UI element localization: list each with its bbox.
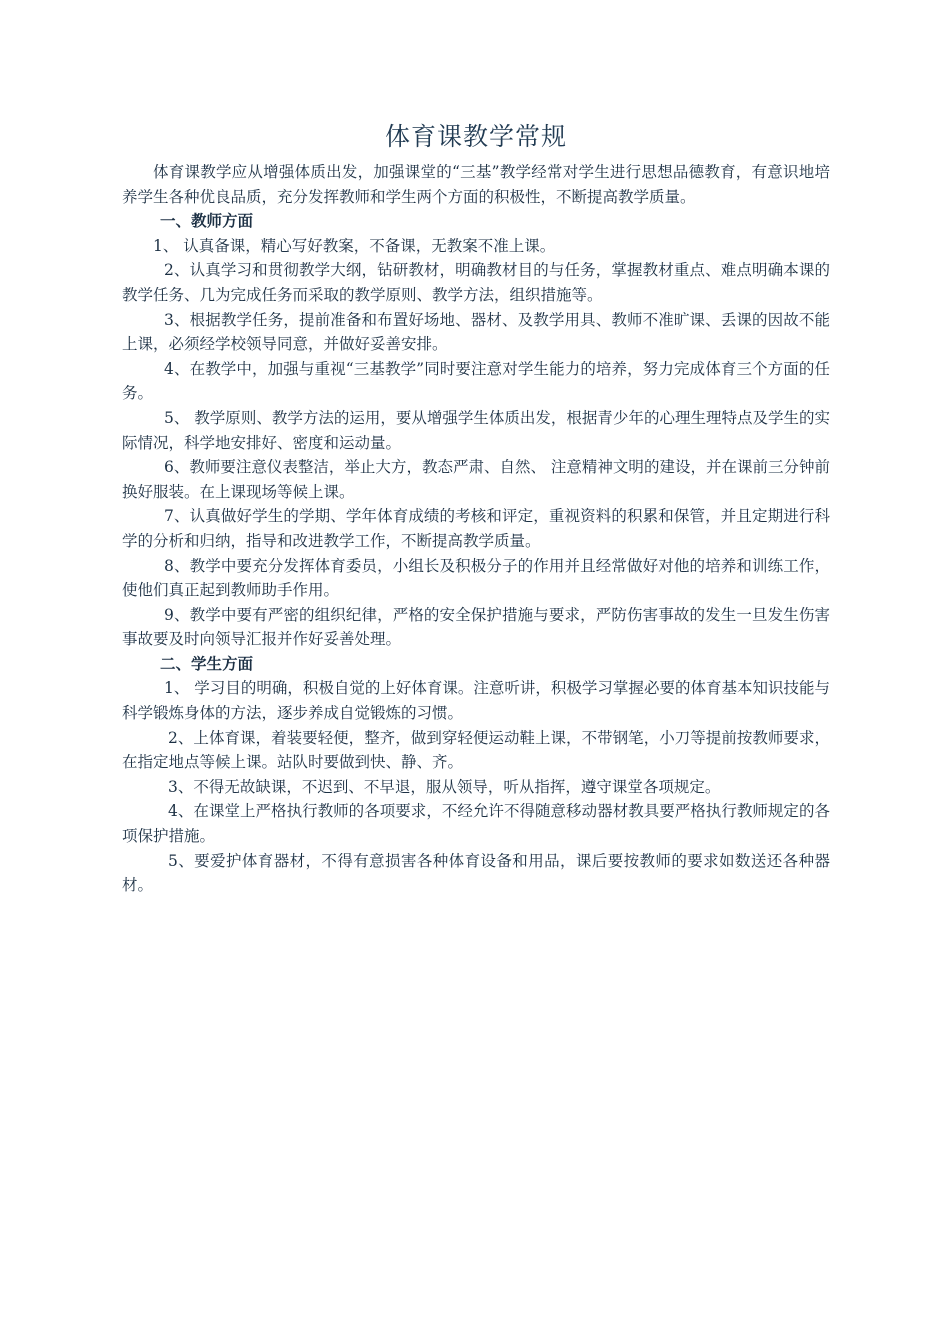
- student-item-2: 2、上体育课，着装要轻便，整齐，做到穿轻便运动鞋上课，不带钢笔，小刀等提前按教师要求，在指定地点等候上课。站队时要做到快、静、齐。: [122, 728, 830, 772]
- student-item-5: 5、要爱护体育器材，不得有意损害各种体育设备和用品，课后要按教师的要求如数送还各种器材。: [122, 851, 830, 895]
- teacher-item-2: 2、认真学习和贯彻教学大纲，钻研教材，明确教材目的与任务，掌握教材重点、难点明确本课的教学任务、几为完成任务而采取的教学原则、教学方法，组织措施等。: [122, 261, 830, 304]
- student-item-1: 1、 学习目的明确，积极自觉的上好体育课。注意听讲，积极学习掌握必要的体育基本知识技能与科学锻炼身体的方法，逐步养成自觉锻炼的习惯。: [122, 679, 830, 723]
- teacher-item-4: 4、在教学中，加强与重视“三基教学”同时要注意对学生能力的培养，努力完成体育三个方面的任务。: [122, 359, 830, 403]
- teacher-item-1: 1、 认真备课，精心写好教案，不备课，无教案不准上课。: [153, 236, 556, 255]
- section-heading-students: 二、学生方面: [160, 654, 254, 673]
- teacher-item-3: 3、根据教学任务，提前准备和布置好场地、器材、及教学用具、教师不准旷课、丢课的因故不能上课，必须经学校领导同意，并做好妥善安排。: [122, 310, 830, 354]
- teacher-item-6: 6、教师要注意仪表整洁，举止大方，教态严肃、自然、 注意精神文明的建设，并在课前三分钟前换好服装。在上课现场等候上课。: [122, 458, 830, 501]
- student-item-3: 3、不得无故缺课，不迟到、不早退，服从领导，听从指挥，遵守课堂各项规定。: [168, 777, 721, 796]
- document-title: 体育课教学常规: [384, 122, 567, 151]
- intro-paragraph: 体育课教学应从增强体质出发，加强课堂的“三基”教学经常对学生进行思想品德教育，有意识地培养学生各种优良品质，充分发挥教师和学生两个方面的积极性，不断提高教学质量。: [122, 163, 830, 206]
- teacher-item-8: 8、教学中要充分发挥体育委员，小组长及积极分子的作用并且经常做好对他的培养和训练工作，使他们真正起到教师助手作用。: [122, 556, 830, 600]
- document-page: [122, 118, 830, 898]
- teacher-item-9: 9、教学中要有严密的组织纪律，严格的安全保护措施与要求，严防伤害事故的发生一旦发生伤害事故要及时向领导汇报并作好妥善处理。: [122, 605, 830, 649]
- student-item-4: 4、在课堂上严格执行教师的各项要求，不经允许不得随意移动器材教具要严格执行教师规定的各项保护措施。: [122, 802, 830, 846]
- teacher-item-7: 7、认真做好学生的学期、学年体育成绩的考核和评定，重视资料的积累和保管，并且定期进行科学的分析和归纳，指导和改进教学工作，不断提高教学质量。: [122, 507, 830, 550]
- section-heading-teachers: 一、教师方面: [160, 212, 254, 231]
- teacher-item-5: 5、 教学原则、教学方法的运用，要从增强学生体质出发，根据青少年的心理生理特点及学生的实际情况，科学地安排好、密度和运动量。: [122, 408, 830, 452]
